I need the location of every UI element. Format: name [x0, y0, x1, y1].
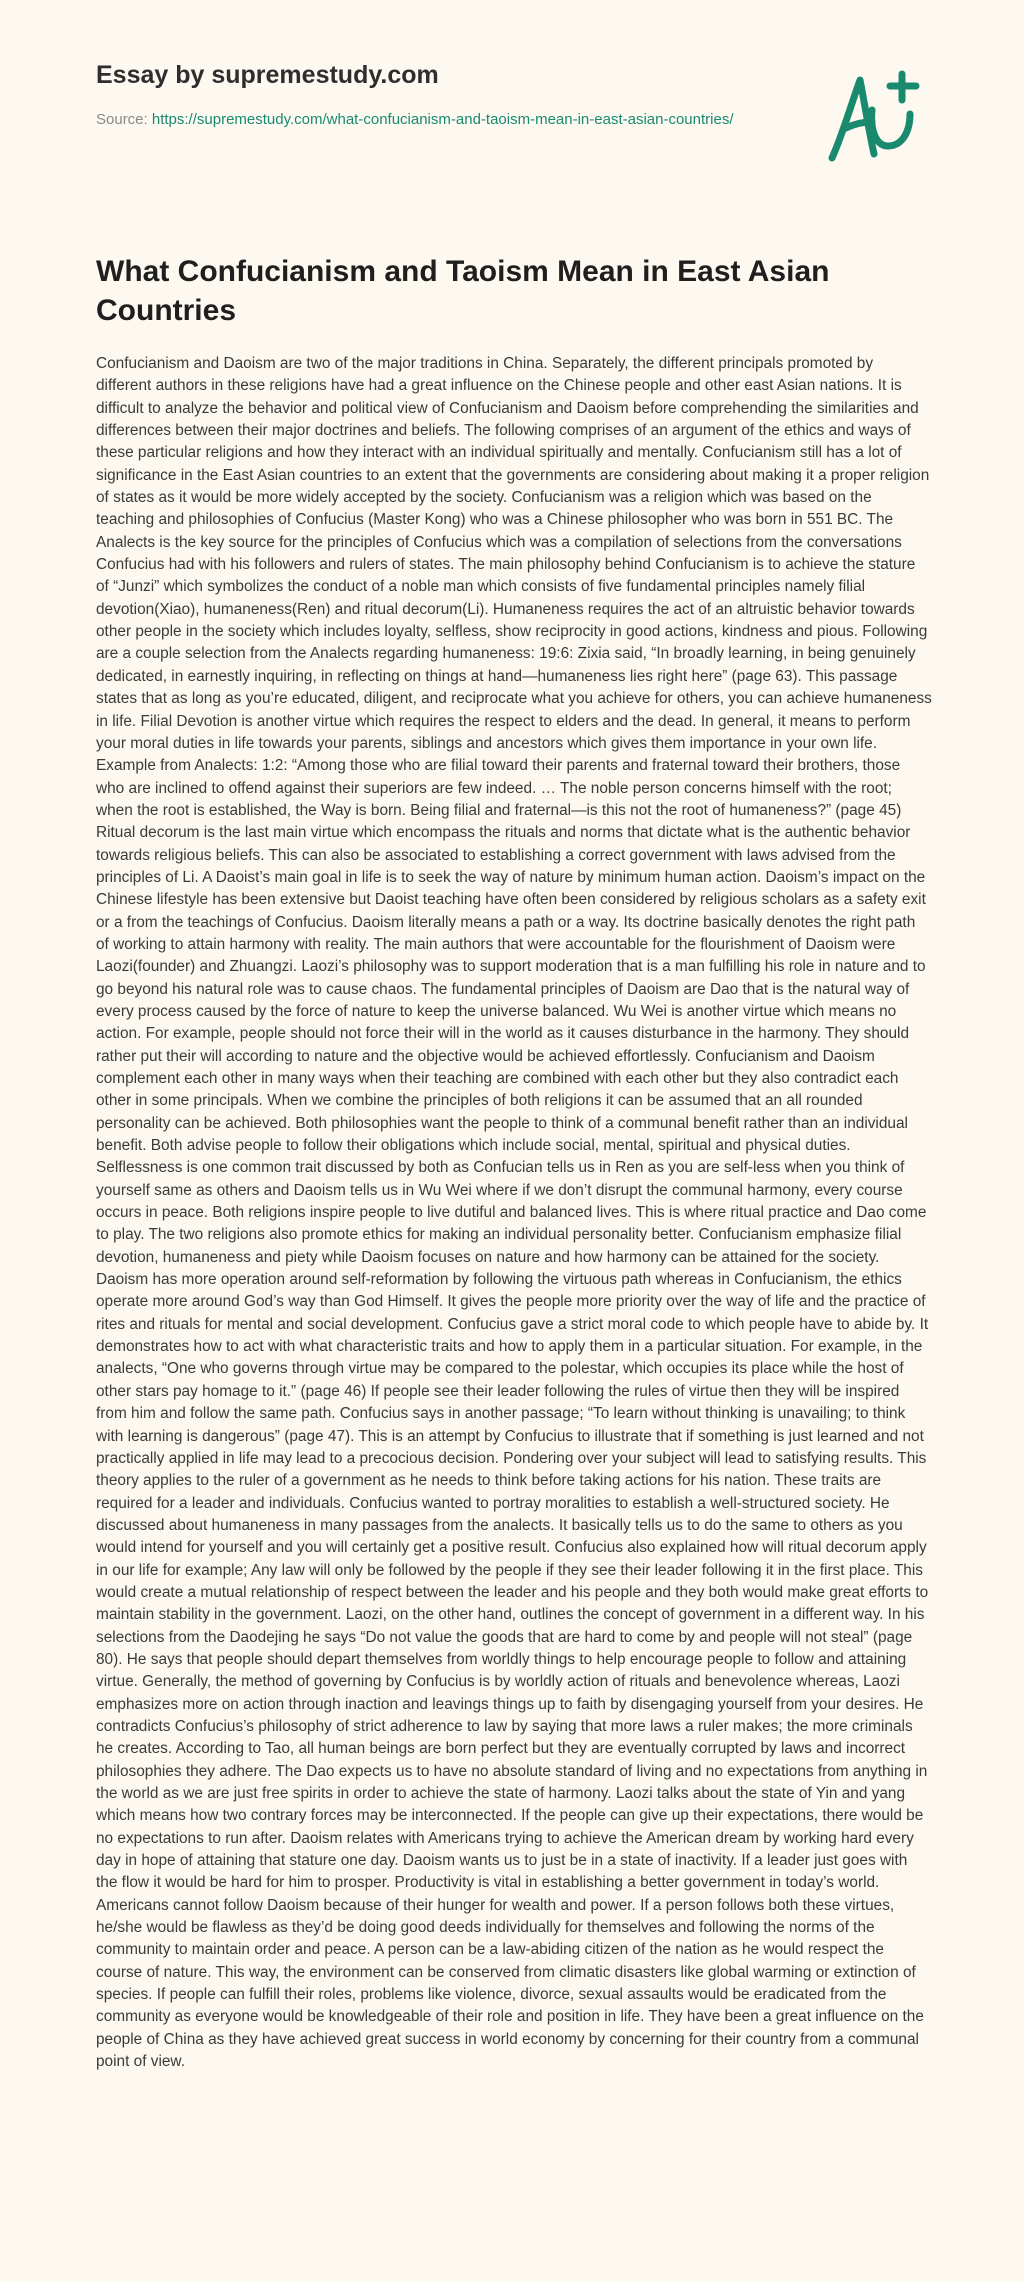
source-label: Source:	[96, 111, 152, 128]
source-line	[96, 108, 736, 131]
essay-body: Confucianism and Daoism are two of the major traditions in China. Separately, the different principals promoted by different authors in these religions have had a great influence on the Chinese people and other east Asian nations. It is difficult to analyze the behavior and political view of Confucianism and Daoism before comprehending the similarities and differences between their major doctrines and beliefs. The following comprises of an argument of the ethics and ways of these particular religions and how they interact with an individual spiritually and mentally. Confucianism still has a lot of significance in the East Asian countries to an extent that the governments are considering about making it a proper religion of states as it would be more widely accepted by the society. Confucianism was a religion which was based on the teaching and philosophies of Confucius (Master Kong) who was a Chinese philosopher who was born in 551 BC. The Analects is the key source for the principles of Confucius which was a compilation of selections from the conversations Confucius had with his followers and rulers of states. The main philosophy behind Confucianism is to achieve the stature of “Junzi” which symbolizes the conduct of a noble man which consists of five fundamental principles namely filial devotion(Xiao), humaneness(Ren) and ritual decorum(Li). Humaneness requires the act of an altruistic behavior towards other people in the society which includes loyalty, selfless, show reciprocity in good actions, kindness and pious. Following are a couple selection from the Analects regarding humaneness: 19:6: Zixia said, “In broadly learning, in being genuinely dedicated, in earnestly inquiring, in reflecting on things at hand—humaneness lies right here” (page 63). This passage states that as long as you’re educated, diligent, and reciprocate what you achieve for others, you can achieve humaneness in life. Filial Devotion is another virtue which requires the respect to elders and the dead. In general, it means to perform your moral duties in life towards your parents, siblings and ancestors which gives them importance in your own life. Example from Analects: 1:2: “Among those who are filial toward their parents and fraternal toward their brothers, those who are inclined to offend against their superiors are few indeed. … The noble person concerns himself with the root; when the root is established, the Way is born. Being filial and fraternal—is this not the root of humaneness?” (page 45) Ritual decorum is the last main virtue which encompass the rituals and norms that dictate what is the authentic behavior towards religious beliefs. This can also be associated to establishing a correct government with laws advised from the principles of Li. A Daoist’s main goal in life is to seek the way of nature by minimum human action. Daoism’s impact on the Chinese lifestyle has been extensive but Daoist teaching have often been considered by religious scholars as a safety exit or a from the teachings of Confucius. Daoism literally means a path or a way. Its doctrine basically denotes the right path of working to attain harmony with reality. The main authors that were accountable for the flourishment of Daoism were Laozi(founder) and Zhuangzi. Laozi’s philosophy was to support moderation that is a man fulfilling his role in nature and to go beyond his natural role was to cause chaos. The fundamental principles of Daoism are Dao that is the natural way of every process caused by the force of nature to keep the universe balanced. Wu Wei is another virtue which means no action. For example, people should not force their will in the world as it causes disturbance in the harmony. They should rather put their will according to nature and the objective would be achieved effortlessly. Confucianism and Daoism complement each other in many ways when their teaching are combined with each other but they also contradict each other in some principals. When we combine the principles of both religions it can be assumed that an all rounded personality can be achieved. Both philosophies want the people to think of a communal benefit rather than an individual benefit. Both advise people to follow their obligations which include social, mental, spiritual and physical duties. Selflessness is one common trait discussed by both as Confucian tells us in Ren as you are self-less when you think of yourself same as others and Daoism tells us in Wu Wei where if we don’t disrupt the communal harmony, every course occurs in peace. Both religions inspire people to live dutiful and balanced lives. This is where ritual practice and Dao come to play. The two religions also promote ethics for making an individual personality better. Confucianism emphasize filial devotion, humaneness and piety while Daoism focuses on nature and how harmony can be attained for the society. Daoism has more operation around self-reformation by following the virtuous path whereas in Confucianism, the ethics operate more around God’s way than God Himself. It gives the people more priority over the way of life and the practice of rites and rituals for mental and social development. Confucius gave a strict moral code to which people have to abide by. It demonstrates how to act with what characteristic traits and how to apply them in a particular situation. For example, in the analects, “One who governs through virtue may be compared to the polestar, which occupies its place while the host of other stars pay homage to it.” (page 46) If people see their leader following the rules of virtue then they will be inspired from him and follow the same path. Confucius says in another passage; “To learn without thinking is unavailing; to think with learning is dangerous” (page 47). This is an attempt by Confucius to illustrate that if something is just learned and not practically applied in life may lead to a precocious decision. Pondering over your subject will lead to satisfying results. This theory applies to the ruler of a government as he needs to think before taking actions for his nation. These traits are required for a leader and individuals. Confucius wanted to portray moralities to establish a well-structured society. He discussed about humaneness in many passages from the analects. It basically tells us to do the same to others as you would intend for yourself and you will certainly get a positive result. Confucius also explained how will ritual decorum apply in our life for example; Any law will only be followed by the people if they see their leader following it in the first place. This would create a mutual relationship of respect between the leader and his people and they both would make great efforts to maintain stability in the government. Laozi, on the other hand, outlines the concept of government in a different way. In his selections from the Daodejing he says “Do not value the goods that are hard to come by and people will not steal” (page 80). He says that people should depart themselves from worldly things to help encourage people to follow and attaining virtue. Generally, the method of governing by Confucius is by worldly action of rituals and benevolence whereas, Laozi emphasizes more on action through inaction and leavings things up to faith by disengaging yourself from your desires. He contradicts Confucius’s philosophy of strict adherence to law by saying that more laws a ruler makes; the more criminals he creates. According to Tao, all human beings are born perfect but they are eventually corrupted by laws and incorrect philosophies they adhere. The Dao expects us to have no absolute standard of living and no expectations from anything in the world as we are just free spirits in order to achieve the state of harmony. Laozi talks about the state of Yin and yang which means how two contrary forces may be interconnected. If the people can give up their expectations, there would be no expectations to run after. Daoism relates with Americans trying to achieve the American dream by working hard every day in hope of attaining that stature one day. Daoism wants us to just be in a state of inactivity. If a leader just goes with the flow it would be hard for him to prosper. Productivity is vital in establishing a better government in today’s world. Americans cannot follow Daoism because of their hunger for wealth and power. If a person follows both these virtues, he/she would be flawless as they’d be doing good deeds individually for themselves and following the norms of the community to maintain order and peace. A person can be a law-abiding citizen of the nation as he would respect the course of nature. This way, the environment can be conserved from climatic disasters like global warming or extinction of species. If people can fulfill their roles, problems like violence, divorce, sexual assaults would be eradicated from the community as everyone would be knowledgeable of their role and position in life. They have been a great influence on the people of China as they have achieved great success in world economy by concerning for their country from a communal point of view.	[96, 355, 932, 2071]
source-link[interactable]: https://supremestudy.com/what-confucianism-and-taoism-mean-in-east-asian-countries/	[151, 111, 734, 128]
essay-header	[96, 58, 736, 131]
site-brand-title: Essay by supremestudy.com	[96, 61, 439, 89]
essay-title: What Confucianism and Taoism Mean in East Asian Countries	[96, 255, 830, 327]
a-plus-logo-icon	[820, 66, 930, 176]
